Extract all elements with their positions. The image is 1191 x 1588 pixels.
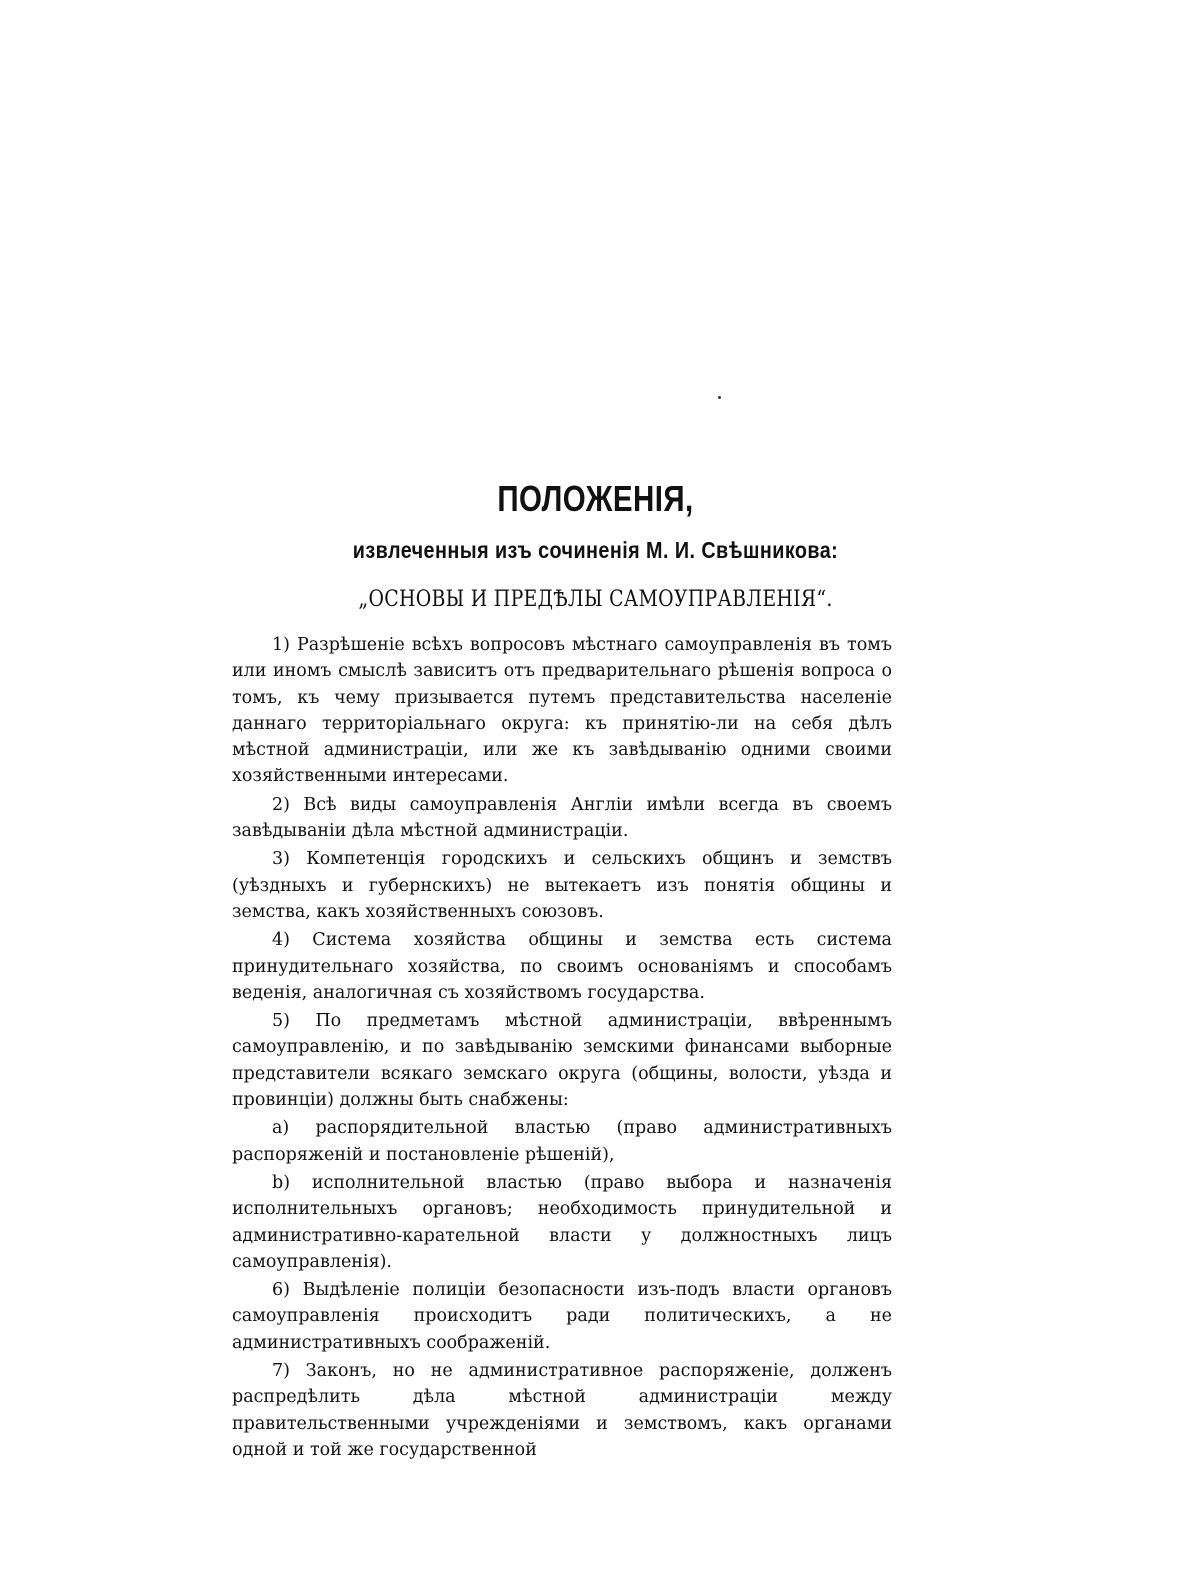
paragraph-3: 3) Компетенція городскихъ и сельскихъ общинъ и земствъ (уѣздныхъ и губернскихъ) не вытекаетъ изъ понятія общины и земства, какъ хозяйственныхъ союзовъ. <box>232 849 892 922</box>
paragraph-5a: a) распорядительной властью (право административныхъ распоряженій и постановленіе рѣшеній), <box>232 1118 892 1165</box>
paragraph-6: 6) Выдѣленіе полиціи безопасности изъ-подъ власти органовъ самоуправленія происходитъ ради политическихъ, а не административныхъ соображеній. <box>232 1280 892 1353</box>
scan-speck <box>718 396 721 399</box>
paragraph-4: 4) Система хозяйства общины и земства есть система принудительнаго хозяйства, по своимъ основаніямъ и способамъ веденія, аналогичная съ хозяйствомъ государства. <box>232 930 892 1003</box>
page-title: ПОЛОЖЕНІЯ, <box>497 478 694 519</box>
paragraph-5b: b) исполнительной властью (право выбора и назначенія исполнительныхъ органовъ; необходимость принудительной и административно-карательной власти у должностныхъ лицъ самоуправленія). <box>232 1172 892 1272</box>
page-subtitle: извлеченныя изъ сочиненія М. И. Свѣшникова: <box>352 537 839 563</box>
paragraph-5: 5) По предметамъ мѣстной администраціи, ввѣреннымъ самоуправленію, и по завѣдыванію земскими финансами выборные представители всякаго земскаго округа (общины, волости, уѣзда и провинціи) должны быть снабжены: <box>232 1011 892 1111</box>
paragraph-7: 7) Законъ, но не административное распоряженіе, долженъ распредѣлить дѣла мѣстной администраціи между правительственными учрежденіями и земствомъ, какъ органами одной и той же государственной <box>232 1361 892 1460</box>
work-title: „ОСНОВЫ И ПРЕДѢЛЫ САМОУПРАВЛЕНІЯ“. <box>358 587 833 612</box>
document-body <box>232 632 892 1463</box>
paragraph-1: 1) Разрѣшеніе всѣхъ вопросовъ мѣстнаго самоуправленія въ томъ или иномъ смыслѣ зависитъ отъ предварительнаго рѣшенія вопроса о томъ, къ чему призывается путемъ представительства населеніе даннаго территоріальнаго округа: къ принятію-ли на себя дѣлъ мѣстной администраціи, или же къ завѣдыванію одними своими хозяйственными интересами. <box>232 635 892 787</box>
paragraph-2: 2) Всѣ виды самоуправленія Англіи имѣли всегда въ своемъ завѣдываніи дѣла мѣстной администраціи. <box>232 794 892 842</box>
